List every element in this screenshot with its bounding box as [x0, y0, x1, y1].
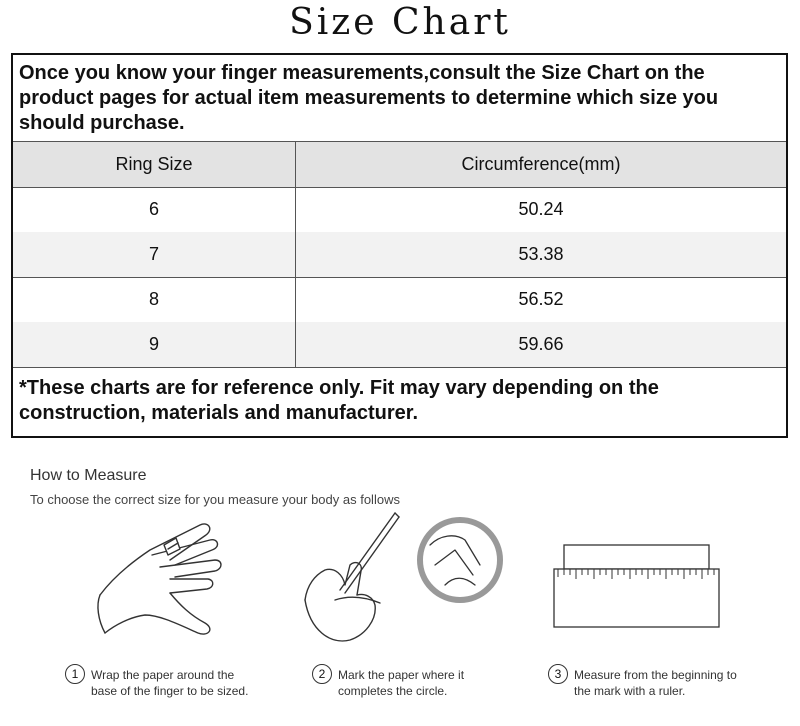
table-row	[13, 322, 786, 368]
table-row	[13, 187, 786, 233]
step-1	[65, 664, 248, 699]
page-title: Size Chart	[289, 2, 511, 43]
hand-wrap-illustration	[90, 505, 260, 655]
step-text: completes the circle.	[338, 684, 448, 698]
step-text: Measure from the beginning to	[574, 668, 737, 682]
header-circumference: Circumference(mm)	[461, 154, 621, 174]
table-row	[13, 232, 786, 278]
ring-size-cell: 6	[13, 187, 296, 232]
step-text: Mark the paper where it	[338, 668, 465, 682]
circumference-cell: 53.38	[518, 244, 564, 264]
how-to-measure-subtitle: To choose the correct size for you measure your body as follows	[30, 492, 400, 507]
step-3	[548, 664, 737, 699]
ring-size-cell: 9	[13, 322, 296, 367]
step-text: the mark with a ruler.	[574, 684, 686, 698]
table-row	[13, 277, 786, 323]
size-chart-table	[11, 53, 788, 438]
mark-paper-illustration	[295, 505, 510, 655]
step-text: base of the finger to be sized.	[91, 684, 249, 698]
step-text: Wrap the paper around the	[91, 668, 235, 682]
step-number: 1	[65, 664, 85, 684]
ring-size-cell: 7	[13, 232, 296, 277]
header-ring-size: Ring Size	[13, 142, 296, 187]
how-to-measure-title: How to Measure	[30, 467, 147, 484]
ring-size-cell: 8	[13, 277, 296, 322]
intro-text: Once you know your finger measurements,consult the Size Chart on the product pages for actual item measurements to determine which size you should purchase.	[13, 55, 786, 142]
circumference-cell: 59.66	[518, 334, 564, 354]
circumference-cell: 50.24	[518, 199, 564, 219]
step-2	[312, 664, 464, 699]
step-number: 3	[548, 664, 568, 684]
reference-note: *These charts are for reference only. Fit may vary depending on the construction, materials and manufacturer.	[19, 377, 659, 424]
step-number: 2	[312, 664, 332, 684]
ruler-measure-illustration	[550, 505, 725, 635]
circumference-cell: 56.52	[518, 289, 564, 309]
table-header	[13, 142, 786, 188]
